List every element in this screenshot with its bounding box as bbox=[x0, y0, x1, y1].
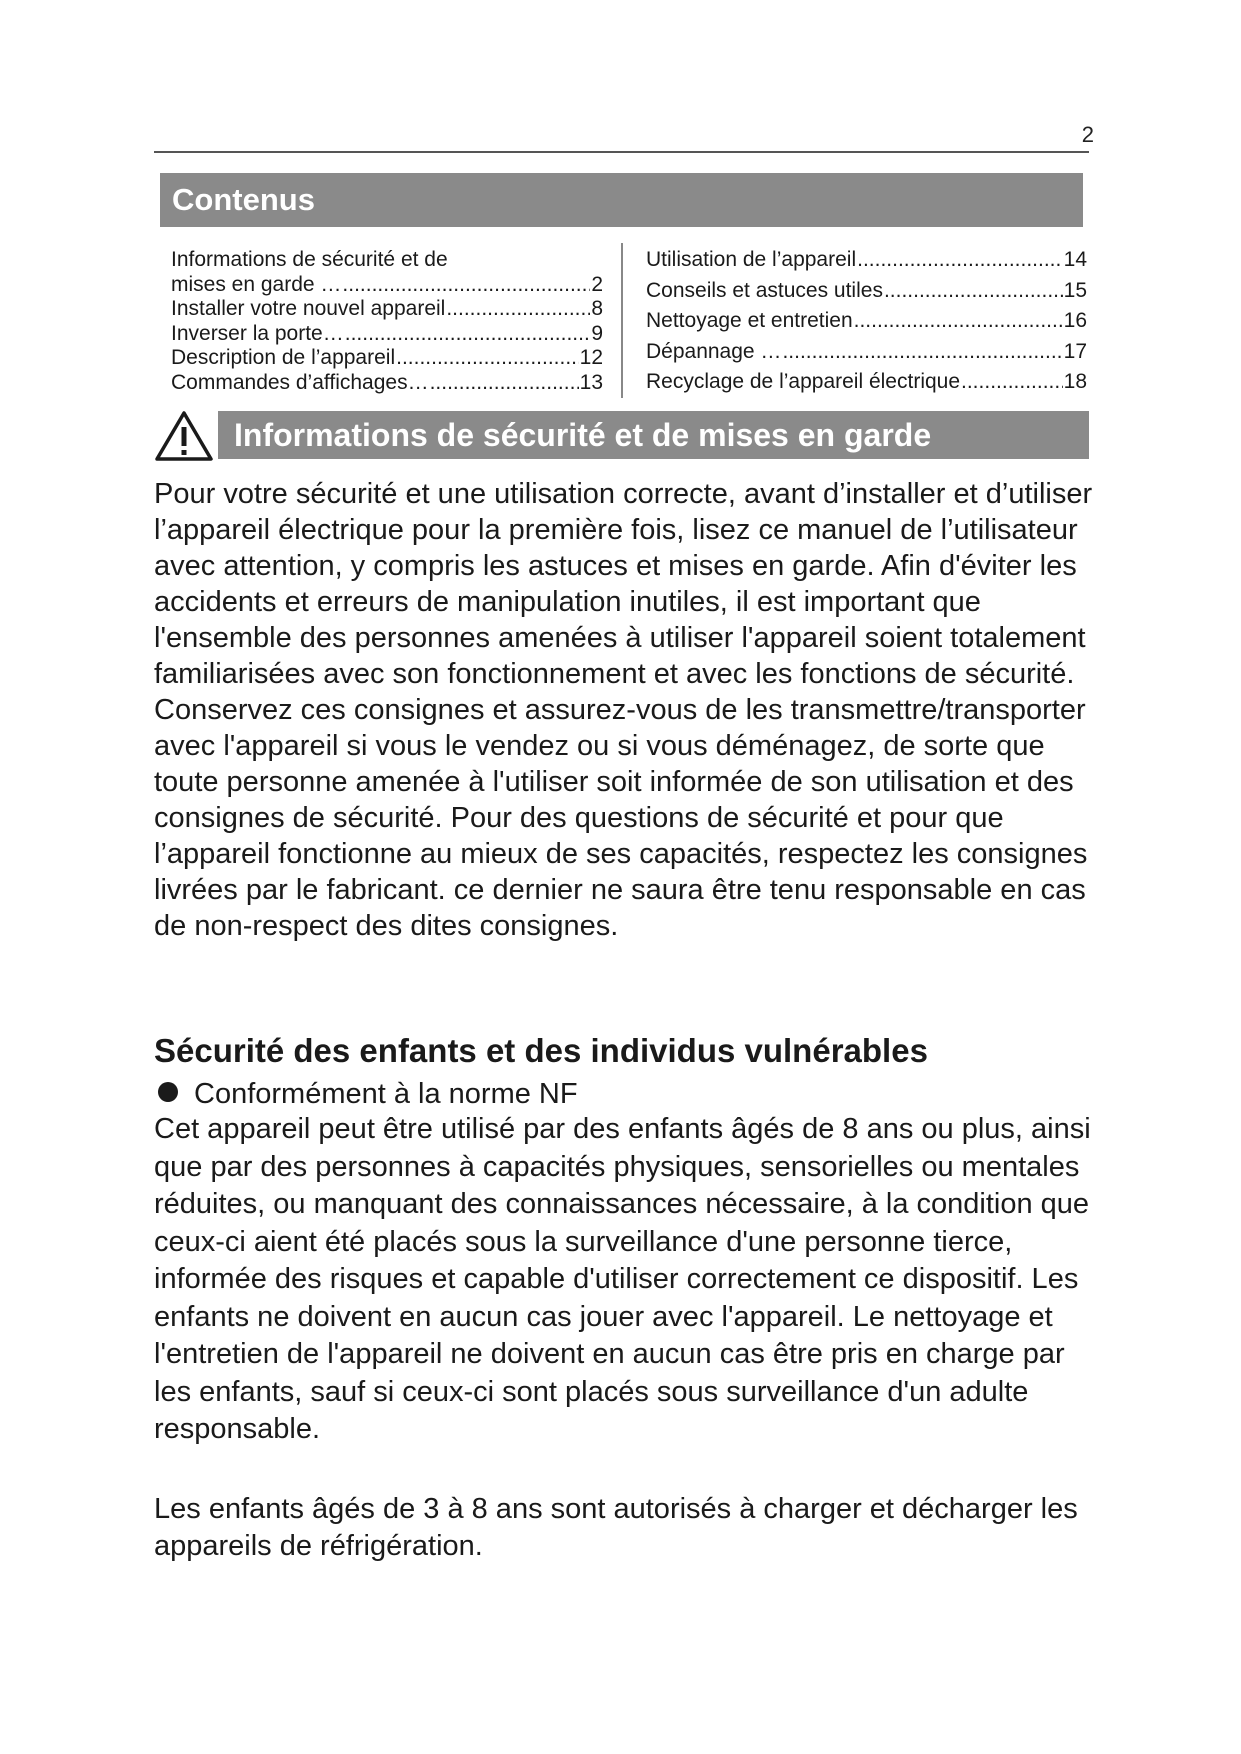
toc-entry-title: Description de l’appareil bbox=[171, 346, 396, 369]
toc-entry[interactable] bbox=[171, 297, 603, 322]
toc-entry[interactable] bbox=[171, 346, 603, 371]
toc-entry-title: Utilisation de l’appareil bbox=[646, 248, 857, 271]
toc-entry-title: Dépannage … bbox=[646, 339, 782, 363]
toc-entry-title: Conseils et astuces utiles bbox=[646, 278, 883, 302]
toc-entry[interactable] bbox=[171, 371, 603, 396]
toc-entry-title: Nettoyage et entretien bbox=[646, 309, 853, 332]
toc-entry-page: 16 bbox=[1063, 309, 1087, 332]
toc-entry-page: 2 bbox=[591, 272, 603, 296]
toc-entry[interactable] bbox=[646, 245, 1087, 276]
header-rule bbox=[154, 151, 1089, 153]
toc-entry[interactable] bbox=[646, 276, 1087, 307]
toc-entry[interactable] bbox=[646, 367, 1087, 398]
toc-entry[interactable] bbox=[171, 322, 603, 347]
toc-entry-page: 18 bbox=[1063, 370, 1087, 393]
bullet-icon bbox=[158, 1082, 178, 1102]
toc-entry-title: Inverser la porte… bbox=[171, 321, 344, 345]
toc-title: Contenus bbox=[160, 173, 1083, 227]
toc-entry[interactable] bbox=[171, 273, 603, 298]
toc-leader-dots bbox=[446, 297, 590, 322]
toc-right-column bbox=[646, 245, 1087, 398]
safety-intro-paragraph: Pour votre sécurité et une utilisation correcte, avant d’installer et d’utiliser l’appareil électrique pour la première fois, lisez ce manuel de l’utilisateur avec attention, y compris les astuces et mises en garde. Afin d'éviter les accidents et erreurs de manipulation inutiles, il est important que l'ensemble des personnes amenées à utiliser l'appareil soient totalement familiarisées avec son fonctionnement et avec les fonctions de sécurité. Conservez ces consignes et assurez-vous de les transmettre/transporter avec l'appareil si vous le vendez ou si vous déménagez, de sorte que toute personne amenée à l'utiliser soit informée de son utilisation et des consignes de sécurité. Pour des questions de sécurité et pour que l’appareil fonctionne au mieux de ses capacités, respectez les consignes livrées par le fabricant. ce dernier ne saura être tenu responsable en cas de non-respect des dites consignes. bbox=[154, 478, 1093, 942]
bullet-text: Conformément à la norme NF bbox=[194, 1078, 578, 1110]
toc-entry-page: 14 bbox=[1063, 248, 1087, 271]
toc-leader-dots bbox=[396, 346, 579, 371]
toc-entry-title: Recyclage de l’appareil électrique bbox=[646, 370, 961, 393]
toc-entry-page: 17 bbox=[1063, 339, 1087, 363]
toc-entry-title: Commandes d’affichages… bbox=[171, 370, 429, 394]
toc-entry[interactable] bbox=[171, 248, 603, 273]
toc-leader-dots bbox=[854, 306, 1063, 337]
children-paragraph-2: Les enfants âgés de 3 à 8 ans sont autorisés à charger et décharger les appareils de réfrigération. bbox=[154, 1493, 1078, 1562]
toc-entry-page: 13 bbox=[579, 370, 603, 394]
toc-entry-title: Informations de sécurité et de bbox=[171, 248, 448, 271]
children-safety-heading: Sécurité des enfants et des individus vulnérables bbox=[154, 1032, 928, 1069]
warning-triangle-icon bbox=[154, 410, 214, 462]
toc-entry[interactable] bbox=[646, 337, 1087, 368]
toc-leader-dots bbox=[342, 273, 590, 298]
toc-entry-title: mises en garde … bbox=[171, 272, 342, 296]
toc-leader-dots bbox=[430, 371, 579, 396]
bullet-item bbox=[154, 1076, 1054, 1112]
toc-entry-page: 12 bbox=[579, 346, 603, 369]
page-number: 2 bbox=[1081, 122, 1094, 147]
toc-leader-dots bbox=[884, 276, 1063, 307]
toc-entry-page: 15 bbox=[1063, 278, 1087, 302]
toc-entry-title: Installer votre nouvel appareil bbox=[171, 297, 446, 320]
toc-leader-dots bbox=[345, 322, 591, 347]
toc-divider bbox=[621, 243, 623, 398]
toc-leader-dots bbox=[782, 337, 1062, 368]
toc-entry-page: 8 bbox=[591, 297, 603, 320]
toc-leader-dots bbox=[961, 367, 1063, 398]
toc-leader-dots bbox=[857, 245, 1063, 276]
children-paragraph: Cet appareil peut être utilisé par des enfants âgés de 8 ans ou plus, ainsi que par des personnes à capacités physiques, sensorielles ou mentales réduites, ou manquant des connaissances nécessaire, à la condition que ceux-ci aient été placés sous la surveillance d'une personne tierce, informée des risques et capable d'utiliser correctement ce dispositif. Les enfants ne doivent en aucun cas jouer avec l'appareil. Le nettoyage et l'entretien de l'appareil ne doivent en aucun cas être pris en charge par les enfants, sauf si ceux-ci sont placés sous surveillance d'un adulte responsable. bbox=[154, 1113, 1091, 1445]
toc-entry-page: 9 bbox=[591, 321, 603, 345]
toc-entry[interactable] bbox=[646, 306, 1087, 337]
safety-section-title: Informations de sécurité et de mises en garde bbox=[218, 411, 1089, 459]
toc-left-column bbox=[171, 248, 603, 395]
